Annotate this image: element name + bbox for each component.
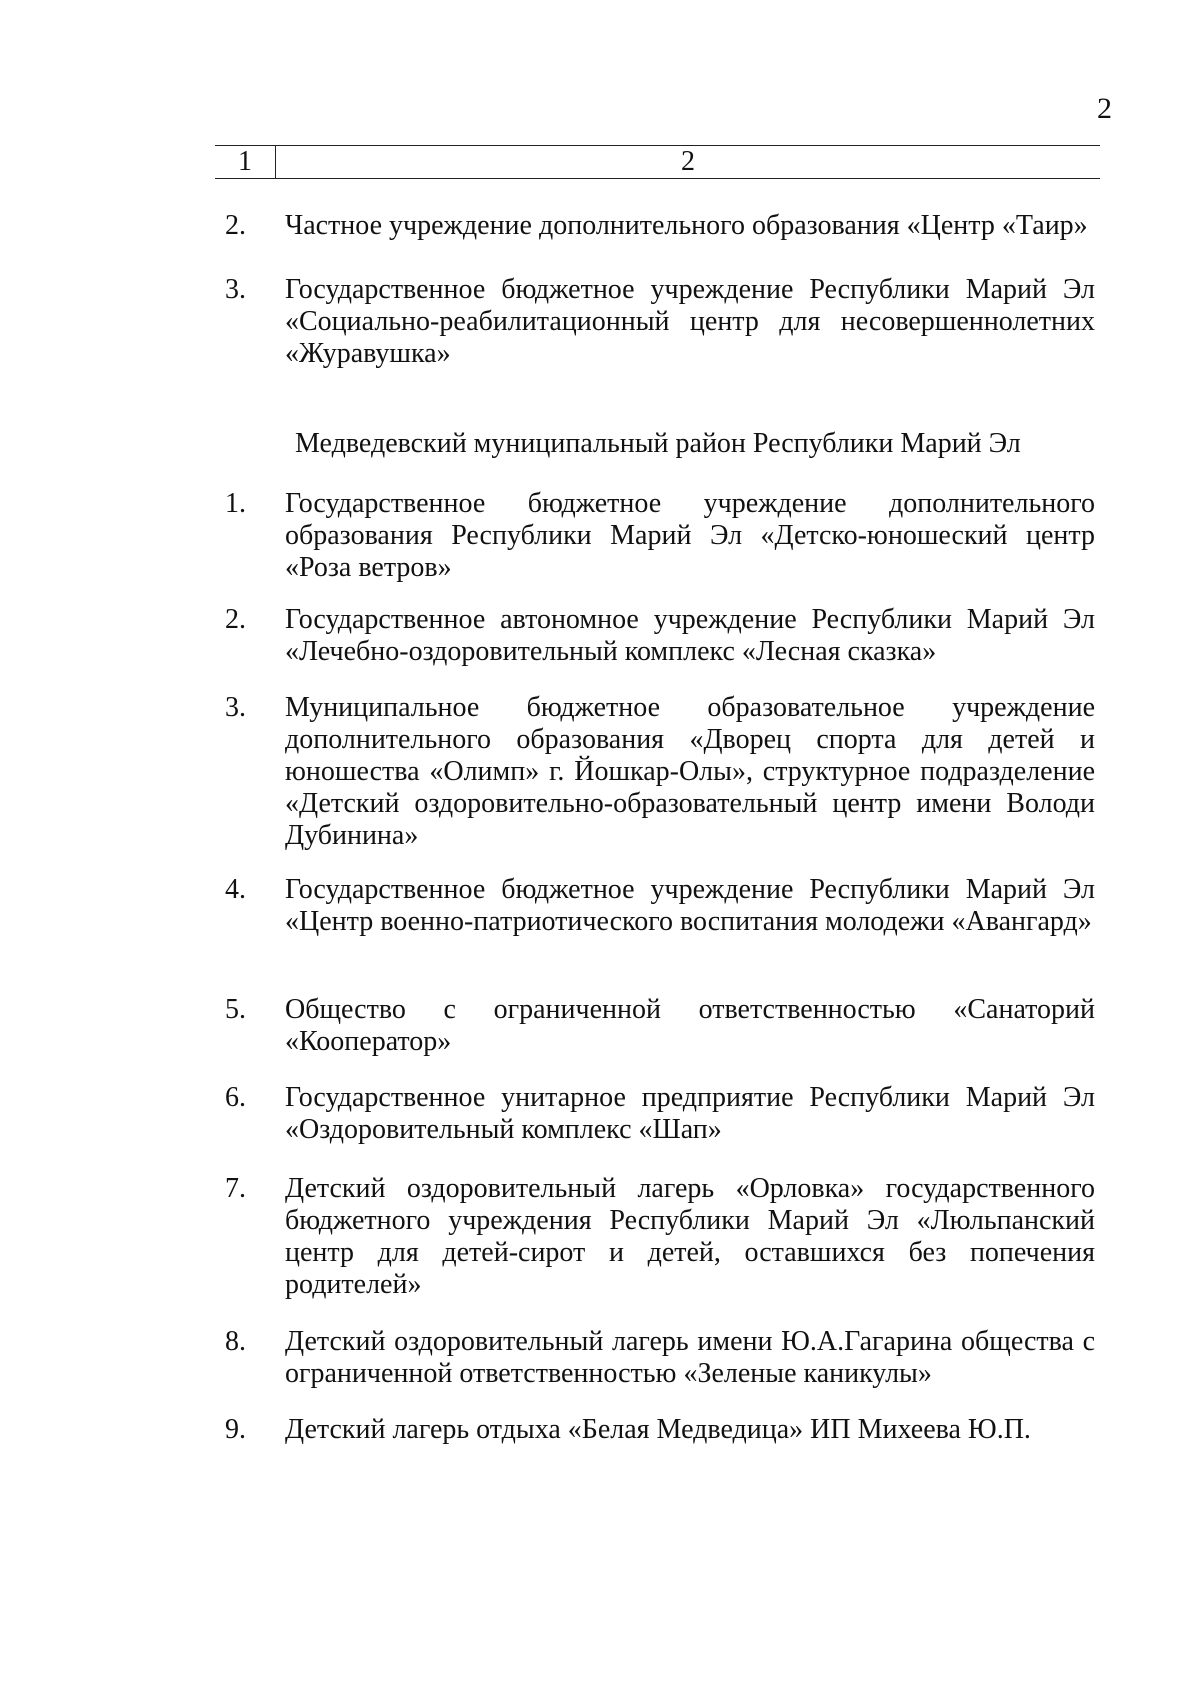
- list-item: [225, 488, 1095, 584]
- column-header-row: [215, 145, 1100, 179]
- list-item-wrap: [225, 604, 1095, 668]
- item-number: 9.: [225, 1414, 246, 1445]
- item-text: Государственное унитарное предприятие Республики Марий Эл «Оздоровительный комплекс «Шап»: [285, 1082, 1095, 1145]
- list-item: [225, 604, 1095, 668]
- column-header-2: 2: [681, 146, 695, 177]
- list-item-wrap: [225, 1326, 1095, 1390]
- item-text: Муниципальное бюджетное образовательное учреждение дополнительного образования «Дворец спорта для детей и юношества «Олимп» г. Йошкар-Олы», структурное подразделение «Детский оздоровительно-образовательный центр имени Володи Дубинина»: [285, 692, 1095, 851]
- list-top: [225, 210, 1095, 370]
- list-item-wrap: [225, 994, 1095, 1058]
- item-text: Частное учреждение дополнительного образования «Центр «Таир»: [285, 210, 1088, 241]
- item-text: Детский лагерь отдыха «Белая Медведица» ИП Михеева Ю.П.: [285, 1414, 1031, 1445]
- item-number: 6.: [225, 1082, 246, 1113]
- list-item: [225, 994, 1095, 1058]
- column-header-1: 1: [215, 146, 276, 178]
- list-item: [225, 692, 1095, 852]
- list-item-wrap: [225, 1173, 1095, 1301]
- item-text: Детский оздоровительный лагерь «Орловка» государственного бюджетного учреждения Республики Марий Эл «Люльпанский центр для детей-сирот и детей, оставшихся без попечения родителей»: [285, 1173, 1095, 1300]
- list-item-wrap: [225, 1414, 1095, 1446]
- list-item-wrap: [225, 692, 1095, 852]
- item-number: 7.: [225, 1173, 246, 1204]
- item-number: 2.: [225, 604, 246, 635]
- list-item-wrap: [225, 488, 1095, 584]
- item-number: 3.: [225, 692, 246, 723]
- list-item: [225, 1082, 1095, 1146]
- list-item: [225, 1414, 1095, 1446]
- item-text: Общество с ограниченной ответственностью «Санаторий «Кооператор»: [285, 994, 1095, 1057]
- item-number: 3.: [225, 274, 246, 305]
- list-item-wrap: [225, 874, 1095, 938]
- list-item: [225, 1326, 1095, 1390]
- item-text: Государственное бюджетное учреждение Республики Марий Эл «Центр военно-патриотического воспитания молодежи «Авангард»: [285, 874, 1095, 937]
- item-text: Детский оздоровительный лагерь имени Ю.А.Гагарина общества с ограниченной ответственностью «Зеленые каникулы»: [285, 1326, 1095, 1389]
- item-number: 8.: [225, 1326, 246, 1357]
- list-item: [225, 874, 1095, 938]
- item-number: 4.: [225, 874, 246, 905]
- item-text: Государственное бюджетное учреждение дополнительного образования Республики Марий Эл «Детско-юношеский центр «Роза ветров»: [285, 488, 1095, 583]
- item-text: Государственное автономное учреждение Республики Марий Эл «Лечебно-оздоровительный комплекс «Лесная сказка»: [285, 604, 1095, 667]
- list-item: [225, 1173, 1095, 1301]
- list-item: [225, 274, 1095, 370]
- item-text: Государственное бюджетное учреждение Республики Марий Эл «Социально-реабилитационный центр для несовершеннолетних «Журавушка»: [285, 274, 1095, 369]
- item-number: 2.: [225, 210, 246, 241]
- page-number: 2: [1097, 92, 1112, 125]
- list-item-wrap: [225, 1082, 1095, 1146]
- section-heading: Медведевский муниципальный район Республики Марий Эл: [295, 428, 1021, 459]
- list-item: [225, 210, 1095, 242]
- item-number: 1.: [225, 488, 246, 519]
- item-number: 5.: [225, 994, 246, 1025]
